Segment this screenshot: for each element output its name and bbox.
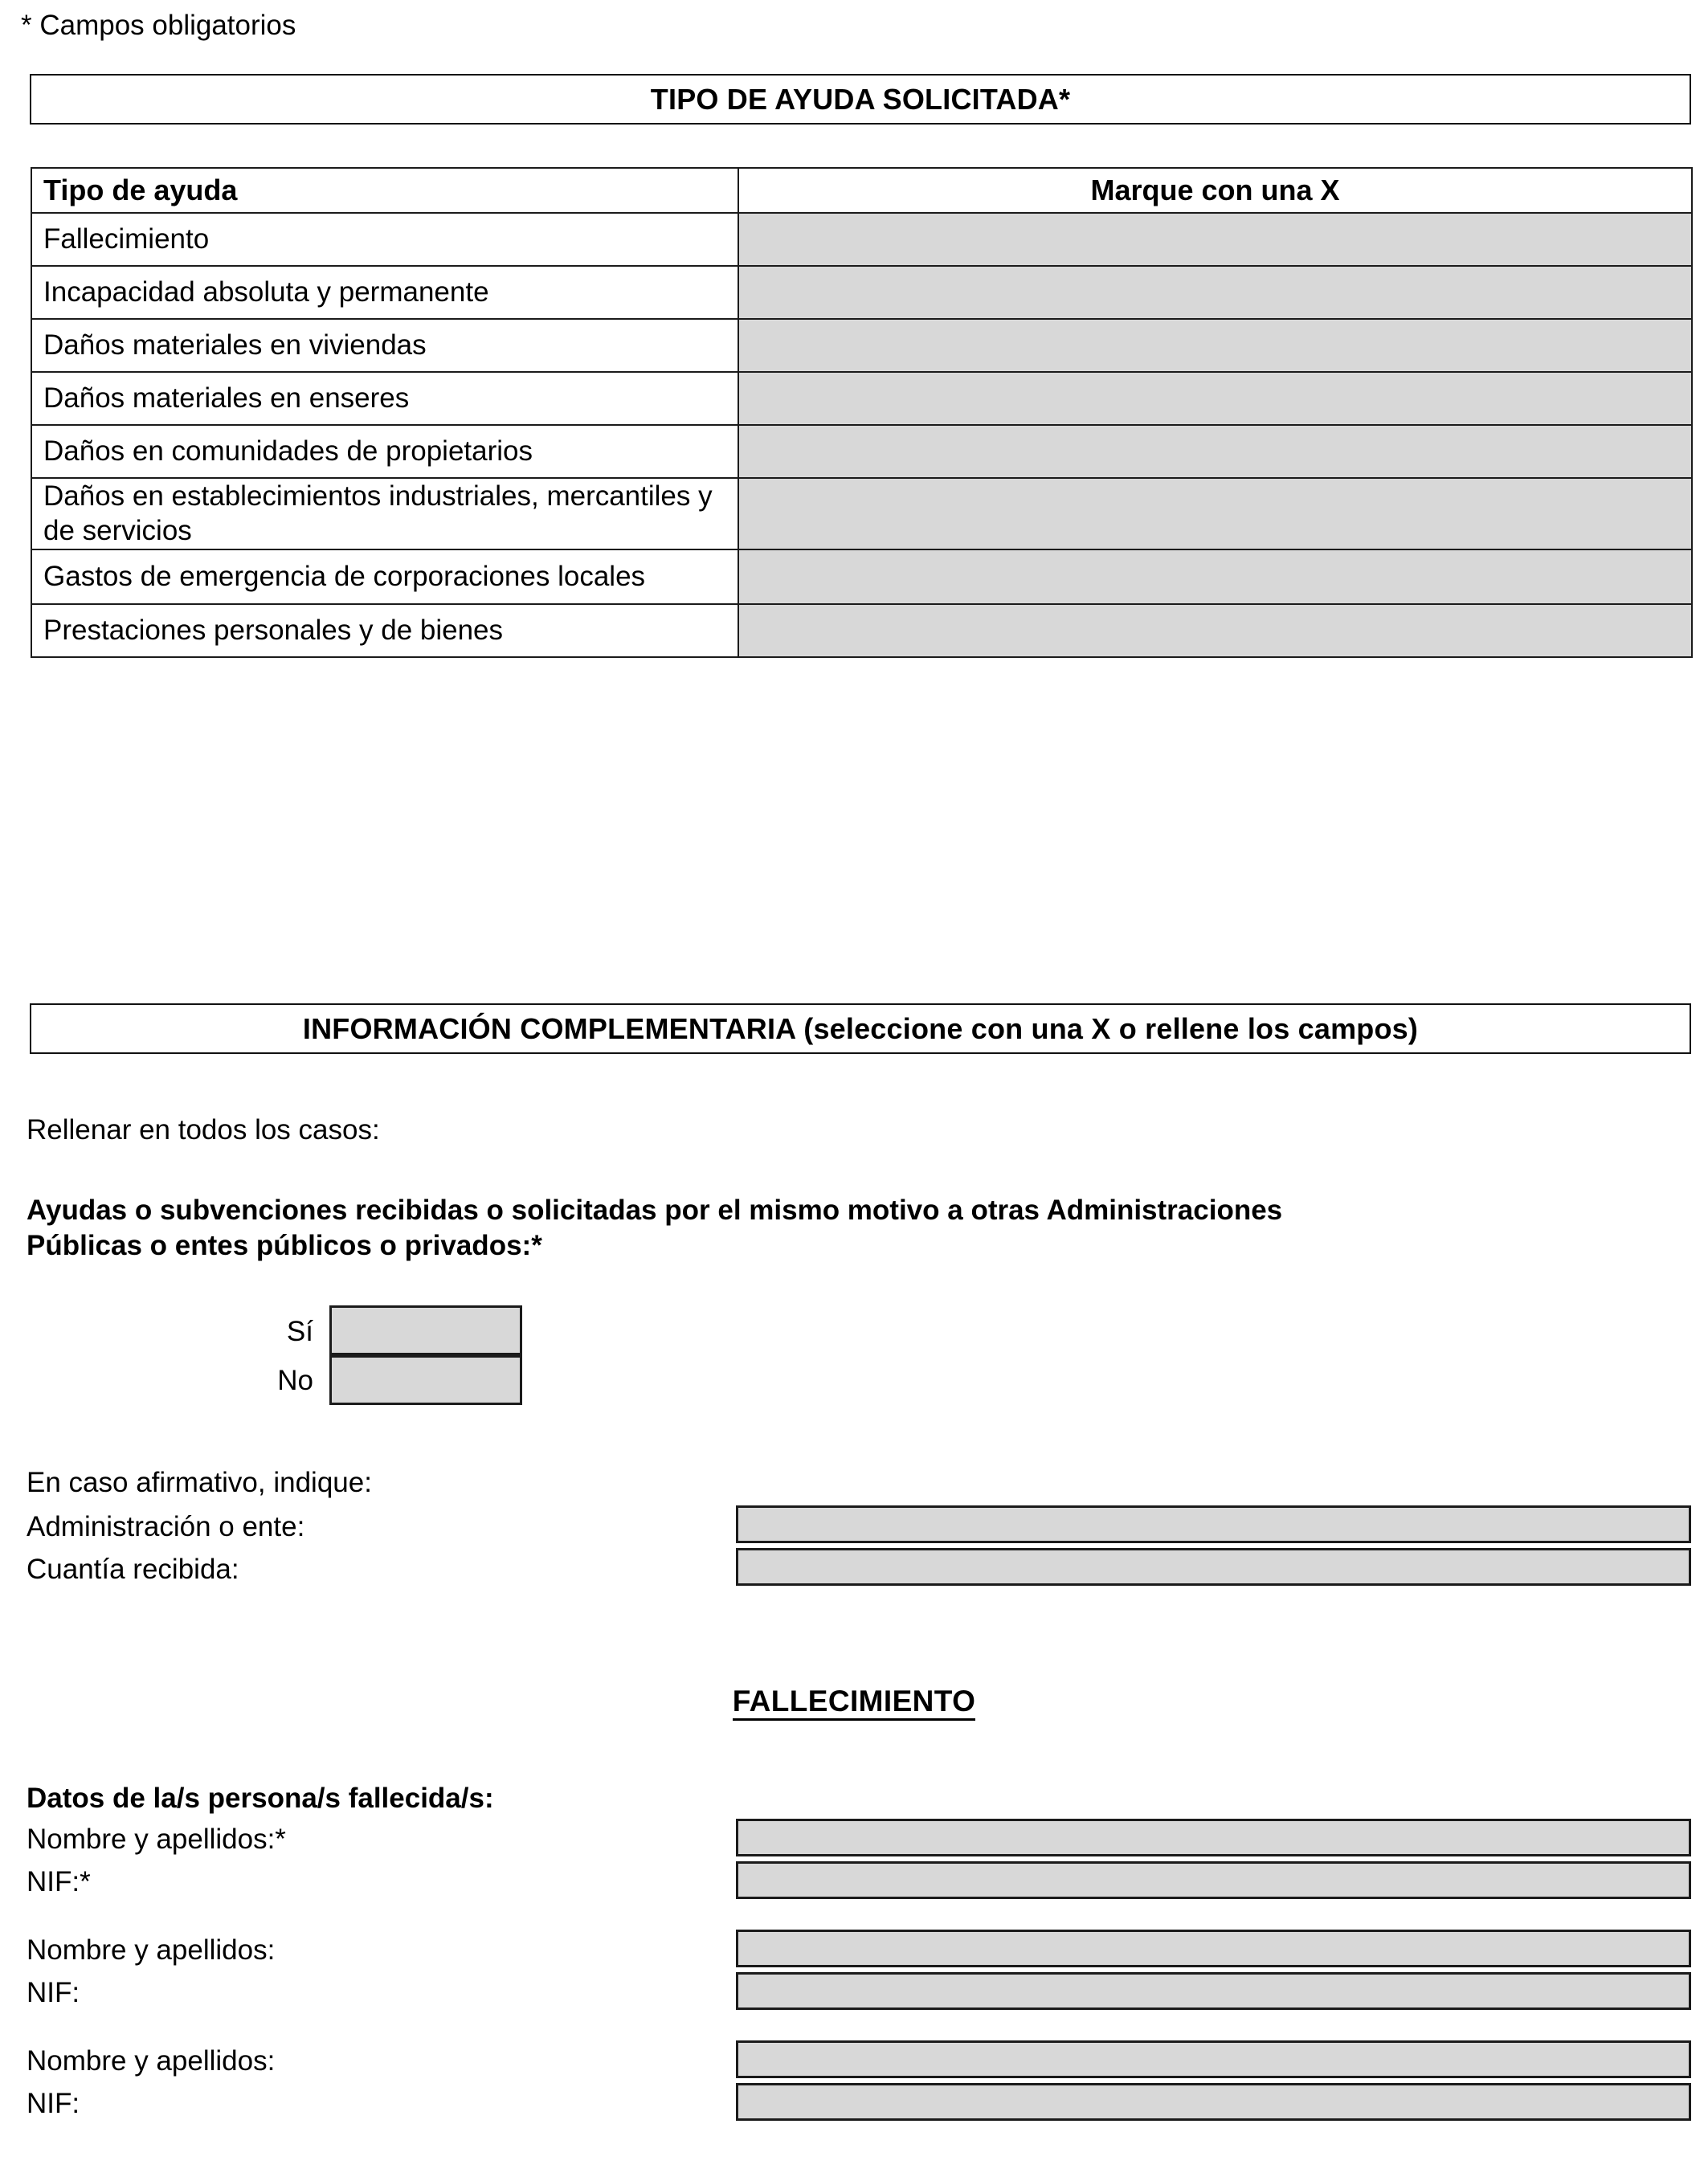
complementary-info-section-title: INFORMACIÓN COMPLEMENTARIA (seleccione con una X o rellene los campos) bbox=[302, 1011, 1419, 1045]
aid-type-mark-field[interactable] bbox=[738, 604, 1692, 657]
deceased-3-name-label: Nombre y apellidos: bbox=[27, 2045, 276, 2077]
aid-type-label: Incapacidad absoluta y permanente bbox=[31, 266, 738, 319]
fill-all-cases-note: Rellenar en todos los casos: bbox=[27, 1114, 380, 1146]
deceased-3-nif-label: NIF: bbox=[27, 2088, 80, 2119]
table-row bbox=[31, 372, 1692, 425]
table-row bbox=[31, 213, 1692, 266]
deceased-1-name-label: Nombre y apellidos:* bbox=[27, 1824, 286, 1855]
aid-type-label: Daños en comunidades de propietarios bbox=[31, 425, 738, 478]
administration-input[interactable] bbox=[736, 1505, 1691, 1543]
deceased-1-nif-label: NIF:* bbox=[27, 1866, 91, 1897]
yes-checkbox-field[interactable] bbox=[329, 1305, 522, 1355]
aid-type-mark-field[interactable] bbox=[738, 478, 1692, 549]
table-row bbox=[31, 425, 1692, 478]
table-row bbox=[31, 604, 1692, 657]
aid-type-section-title: TIPO DE AYUDA SOLICITADA* bbox=[650, 82, 1071, 116]
aid-type-label: Fallecimiento bbox=[31, 213, 738, 266]
aid-type-label: Gastos de emergencia de corporaciones locales bbox=[31, 549, 738, 604]
deceased-1-name-input[interactable] bbox=[736, 1819, 1691, 1856]
table-row bbox=[31, 478, 1692, 549]
required-fields-note: * Campos obligatorios bbox=[21, 10, 296, 41]
deceased-persons-subtitle: Datos de la/s persona/s fallecida/s: bbox=[27, 1783, 494, 1814]
administration-label: Administración o ente: bbox=[27, 1511, 305, 1542]
aid-type-mark-field[interactable] bbox=[738, 372, 1692, 425]
aid-type-table bbox=[31, 167, 1693, 658]
aid-type-label: Daños materiales en viviendas bbox=[31, 319, 738, 372]
affirmative-case-note: En caso afirmativo, indique: bbox=[27, 1467, 372, 1498]
deceased-2-name-input[interactable] bbox=[736, 1930, 1691, 1967]
column-header-mark-x: Marque con una X bbox=[738, 168, 1692, 213]
complementary-info-section-header bbox=[30, 1003, 1691, 1054]
aid-type-mark-field[interactable] bbox=[738, 425, 1692, 478]
table-header-row bbox=[31, 168, 1692, 213]
deceased-2-name-label: Nombre y apellidos: bbox=[27, 1934, 276, 1966]
subsidy-question-line-2: Públicas o entes públicos o privados:* bbox=[27, 1230, 542, 1261]
amount-received-input[interactable] bbox=[736, 1548, 1691, 1586]
amount-received-label: Cuantía recibida: bbox=[27, 1554, 239, 1585]
yes-label: Sí bbox=[286, 1316, 313, 1347]
no-checkbox-field[interactable] bbox=[329, 1355, 522, 1405]
aid-type-mark-field[interactable] bbox=[738, 549, 1692, 604]
deceased-1-nif-input[interactable] bbox=[736, 1861, 1691, 1899]
subsidy-question-line-1: Ayudas o subvenciones recibidas o solicitadas por el mismo motivo a otras Administraciones bbox=[27, 1195, 1283, 1226]
table-row bbox=[31, 266, 1692, 319]
aid-type-section-header bbox=[30, 74, 1691, 125]
aid-type-mark-field[interactable] bbox=[738, 266, 1692, 319]
aid-type-label: Prestaciones personales y de bienes bbox=[31, 604, 738, 657]
deceased-2-nif-input[interactable] bbox=[736, 1972, 1691, 2010]
fallecimiento-section-heading bbox=[0, 1685, 1708, 1718]
table-row bbox=[31, 549, 1692, 604]
aid-type-label: Daños materiales en enseres bbox=[31, 372, 738, 425]
aid-type-mark-field[interactable] bbox=[738, 319, 1692, 372]
fallecimiento-section-title: FALLECIMIENTO bbox=[733, 1685, 976, 1721]
column-header-aid-type: Tipo de ayuda bbox=[31, 168, 738, 213]
aid-type-label: Daños en establecimientos industriales, mercantiles y de servicios bbox=[31, 478, 738, 549]
deceased-3-name-input[interactable] bbox=[736, 2040, 1691, 2078]
deceased-2-nif-label: NIF: bbox=[27, 1977, 80, 2008]
deceased-3-nif-input[interactable] bbox=[736, 2083, 1691, 2121]
aid-type-mark-field[interactable] bbox=[738, 213, 1692, 266]
no-label: No bbox=[277, 1365, 313, 1396]
table-row bbox=[31, 319, 1692, 372]
